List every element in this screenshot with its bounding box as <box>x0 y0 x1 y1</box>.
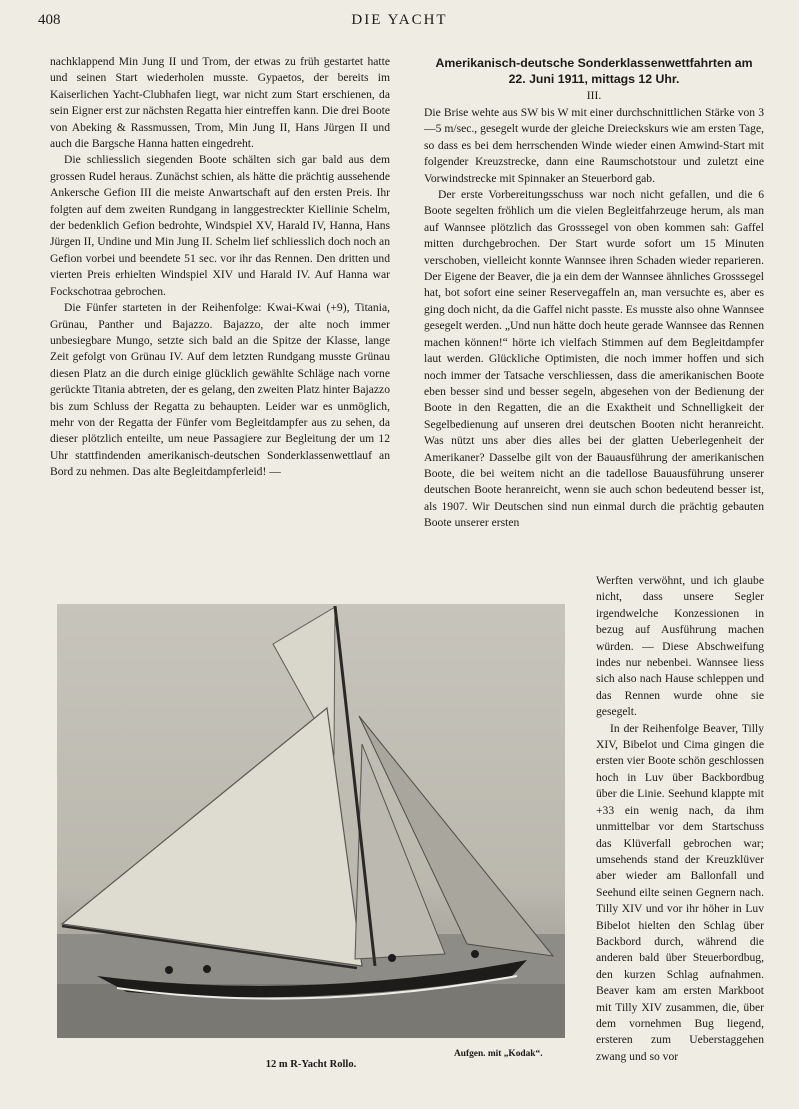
yacht-photo <box>57 604 565 1038</box>
paragraph: Die Fünfer starteten in der Reihenfolge: Kwai-Kwai (+9), Titania, Grünau, Panther und Bajazzo. Bajazzo, der alte noch immer unbesiegbare Mungo, setzte sich bald an die Spitze der Klasse, lange Zeit gefolgt von Grünau IV. Auf dem letzten Rundgang musste Grünau diesen Platz an die durch einige glücklich gewählte Schläge nach vorne gerückte Titania abtreten, der es gelang, den zweiten Platz hinter Bajazzo bis zum Schluss der Regatta zu behaupten. Leider war es unmöglich, mehr von der Regatta der Fünfer vom Begleitdampfer aus zu sehen, da dieser plötzlich enteilte, um neue Passagiere zur Begleitung der um 12 Uhr stattfindenden amerikanisch-deutschen Sonderklassenwettlauf an Bord zu nehmen. Das alte Begleitdampferleid! — <box>50 301 390 479</box>
paragraph: Werften verwöhnt, und ich glaube nicht, dass unsere Segler irgendwelche Konzessionen in bezug auf Ausführung machen würden. — Diese Abschweifung indes nur nebenbei. Wannsee liess sich also nach Hause schleppen und das Rennen wurde ohne sie gesegelt. <box>596 574 764 719</box>
paragraph: Die Brise wehte aus SW bis W mit einer durchschnittlichen Stärke von 3—5 m/sec., gesegelt wurde der gleiche Dreieckskurs wie am ersten Tage, so dass es bei dem herrschenden Winde wieder einen Amwind-Start mit folgender Kreuzstrecke, dann eine Raumschotstour und zuletzt eine Vorwindstrecke mit Spinnaker an Steuerbord gab. <box>424 106 764 185</box>
right-column <box>424 55 764 532</box>
paragraph: Die schliesslich siegenden Boote schälten sich gar bald aus dem grossen Rudel heraus. Zunächst schien, als hätte die prächtig aussehende Ankersche Gefion III die meiste Anwartschaft auf den ersten Preis. Ihr folgten auf dem zweiten Rundgang in langgestreckter Kiellinie Schelm, der bedenklich Gefion bedrohte, Windspiel XV, Harald IV, Hanna, Hans Jürgen II, Undine und Min Jung II. Schelm lief schliesslich doch noch an Gefion vorbei und beendete 51 sec. vor ihr das Rennen. Den dritten und vierten Preis erhielten Windspiel XIV und Harald IV. Auf Hanna war Fockschotraa gebrochen. <box>50 153 390 298</box>
paragraph: nachklappend Min Jung II und Trom, der etwas zu früh gestartet hatte und seinen Start wiederholen musste. Gypaetos, der bereits im Kaiserlichen Yacht-Clubhafen liegt, war nicht zum Start erschienen, da sein Eigner erst zur nächsten Regatta hier eintreffen kann. Die drei Boote von Abeking & Rassmussen, Trom, Min Jung II, Hans Jürgen II und auch die Bargsche Hanna hatten eingedreht. <box>50 55 390 151</box>
running-head: DIE YACHT <box>351 12 448 28</box>
photo-credit: Aufgen. mit „Kodak“. <box>454 1049 543 1059</box>
paragraph: Der erste Vorbereitungsschuss war noch nicht gefallen, und die 6 Boote segelten fröhlich um die vielen Begleitfahrzeuge herum, als man auf Wannsee plötzlich das Grosssegel von oben kommen sah: Gaffel mitten durchgebrochen. Der Start wurde sofort um 15 Minuten verschoben, vielleicht konnte Wannsee ihren Schaden wieder reparieren. Der Eigene der Beaver, die ja ein dem der Wannsee ähnliches Grosssegel hat, bot sofort eine seiner Reservegaffeln an, man versuchte es, aber es ging doch nicht, da die Gaffel nicht passte. Es musste also ohne Wannsee gesegelt werden. „Und nun hätte doch heute gerade Wannsee das Rennen machen können!“ hörte ich vielfach Stimmen auf dem Begleitdampfer laut werden. Glückliche Optimisten, die noch immer hoffen und sich noch immer der Tatsache verschliessen, dass die amerikanischen Boote eben besser sind und besser segeln, abgesehen von der Bedienung der Boote in den Regatten, die an die Exaktheit und Schnelligkeit der Segelbedienung auf unseren drei deutschen Booten nicht heranreicht. Was nützt uns aber dies alles bei der glatten Ueberlegenheit der Amerikaner? Dasselbe gilt von der Bauausführung der amerikanischen Boote, die bei weitem nicht an die tadellose Bauausführung unserer deutschen Boote heranreicht, wenn sie auch schon bedeutend besser ist, als 1907. Wir Deutschen sind nun einmal durch die prächtig gebauten Boote unserer ersten <box>424 188 764 530</box>
page-number: 408 <box>38 12 61 28</box>
right-column-narrow <box>596 573 764 1065</box>
paragraph: In der Reihenfolge Beaver, Tilly XIV, Bibelot und Cima gingen die ersten vier Boote schön geschlossen hoch in Luv über Backbordbug über die Linie. Seehund klappte mit +33 ein wenig nach, da ihm unmittelbar vor dem Startschuss das Klüverfall gebrochen war; umsehends stand der Kreuzklüver aber wieder am Ballonfall und Seehund eilte seinen Gegnern nach. Tilly XIV und vor ihr höher in Luv Bibelot hielten den Schlag über Backbord durch, während die anderen bald über Steuerbordbug, den kurzen Schlag aufnahmen. Beaver kam am ersten Markboot mit Tilly XIV zusammen, die, über dem vornehmen Bug liegend, ersteren zum Ueberstaggehen zwang und so vor <box>596 721 764 1063</box>
left-column <box>50 54 390 481</box>
crew-figure <box>388 954 396 962</box>
crew-figure <box>203 965 211 973</box>
article-heading-line: Amerikanisch-deutsche Sonderklassenwettfahrten am <box>435 56 753 70</box>
mainsail <box>62 708 362 966</box>
section-number: III. <box>586 89 602 102</box>
crew-figure <box>471 950 479 958</box>
article-heading <box>424 55 764 87</box>
article-heading-line: 22. Juni 1911, mittags 12 Uhr. <box>508 72 680 86</box>
crew-figure <box>165 966 173 974</box>
figure-caption: 12 m R-Yacht Rollo. <box>265 1059 357 1070</box>
sailing-yacht-illustration <box>57 604 565 1038</box>
